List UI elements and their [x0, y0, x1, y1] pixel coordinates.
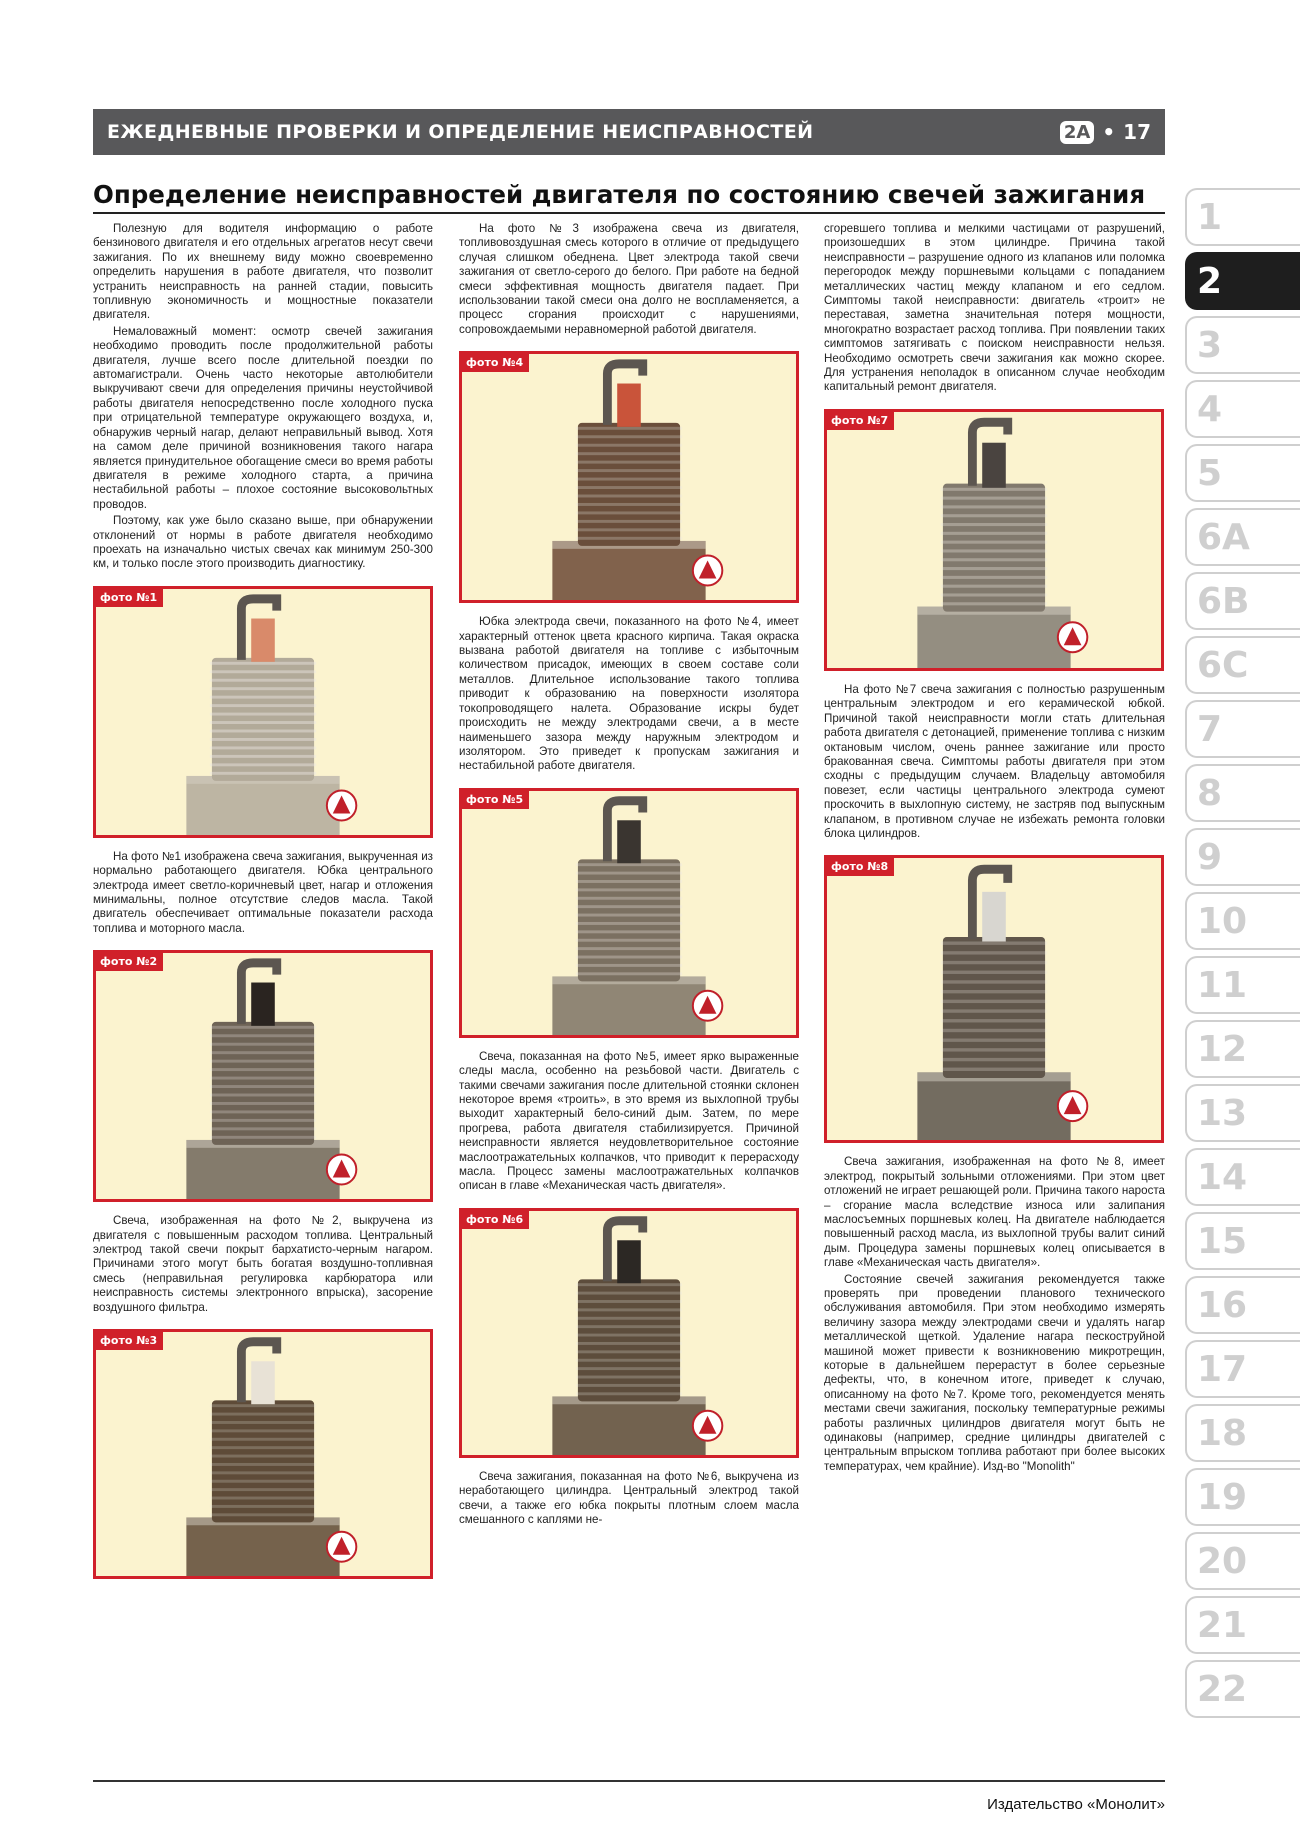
- paragraph: Юбка электрода свечи, показанного на фото №4, имеет характерный оттенок цвета красного кирпича. Такая окраска вызвана работой двигателя на топливе с избыточным количеством присадок, имеющих в своем составе соли металлов. Длительное использование такого топлива приводит к образованию на поверхности изолятора токопроводящего налета. Образование искры будет происходить не между электродами свечи, а в месте наименьшего зазора между наружным электродом и изолятором. Это приведет к пропускам зажигания и нестабильной работе двигателя.: [459, 615, 799, 773]
- photo-label: фото №3: [96, 1332, 163, 1350]
- photo-label: фото №6: [462, 1211, 529, 1229]
- text-column-2: [459, 222, 799, 1529]
- spark-plug-icon: [96, 589, 430, 835]
- publisher-name: Издательство «Монолит»: [987, 1796, 1165, 1813]
- chapter-tab[interactable]: 13: [1185, 1084, 1300, 1142]
- chapter-tab[interactable]: 15: [1185, 1212, 1300, 1270]
- photo-8: [824, 855, 1164, 1143]
- photo-label: фото №4: [462, 354, 529, 372]
- paragraph: Поэтому, как уже было сказано выше, при обнаружении отклонений от нормы в работе двигателя необходимо проехать на изначально чистых свечах как минимум 250-300 км, и только после этого производить диагностику.: [93, 514, 433, 571]
- photo-label: фото №2: [96, 953, 163, 971]
- spark-plug-icon: [462, 354, 796, 600]
- photo-4: [459, 351, 799, 603]
- paragraph: На фото №7 свеча зажигания с полностью разрушенным центральным электродом и его керамической юбкой. Причиной такой неисправности могли стать длительная работа двигателя с детонацией, применение топлива с низким октановым числом, очень раннее зажигание или просто бракованная свеча. Симптомы работы двигателя при этом сходны с предыдущим случаем. Владельцу автомобиля повезет, если частицы центрального электрода сумеют проскочить в выхлопную систему, не застряв под выпускным клапаном, в противном случае не избежать ремонта головки блока цилиндров.: [824, 682, 1165, 840]
- chapter-tab[interactable]: 11: [1185, 956, 1300, 1014]
- photo-label: фото №5: [462, 791, 529, 809]
- chapter-tab[interactable]: 8: [1185, 764, 1300, 822]
- chapter-tab[interactable]: 5: [1185, 444, 1300, 502]
- photo-1: [93, 586, 433, 838]
- chapter-tab[interactable]: 2: [1185, 252, 1300, 310]
- paragraph: сгоревшего топлива и мелкими частицами от разрушений, произошедших в этом цилиндре. Причина такой неисправности – разрушение одного из клапанов или поломка перегородок между поршневыми кольцами с попаданием металлических частиц между клапаном и его седлом. Симптомы такой неисправности: двигатель «троит» не переставая, заметна значительная потеря мощности, многократно возрастает расход топлива. При появлении таких симптомов затягивать с поиском неисправности нельзя. Необходимо осмотреть свечи зажигания как можно скорее. Для устранения неполадок в описанном случае необходим капитальный ремонт двигателя.: [824, 222, 1165, 394]
- chapter-tab[interactable]: 10: [1185, 892, 1300, 950]
- chapter-tabs: [1185, 188, 1300, 1724]
- text-column-3: [824, 222, 1165, 1476]
- chapter-tab[interactable]: 22: [1185, 1660, 1300, 1718]
- spark-plug-icon: [96, 953, 430, 1199]
- chapter-tab[interactable]: 6B: [1185, 572, 1300, 630]
- chapter-tab[interactable]: 14: [1185, 1148, 1300, 1206]
- chapter-tab[interactable]: 7: [1185, 700, 1300, 758]
- paragraph: На фото №3 изображена свеча из двигателя, топливовоздушная смесь которого в отличие от предыдущего случая слишком обеднена. Цвет электрода такой свечи зажигания от светло-серого до белого. При работе на бедной смеси эффективная мощность двигателя падает. При использовании такой смеси она долго не воспламеняется, а процесс сгорания происходит с нарушениями, сопровождаемыми неравномерной работой двигателя.: [459, 222, 799, 336]
- spark-plug-icon: [462, 1211, 796, 1455]
- paragraph: Свеча, показанная на фото №5, имеет ярко выраженные следы масла, особенно на резьбовой части. Двигатель с такими свечами зажигания после длительной стоянки склонен некоторое время «троить», в это время из выхлопной трубы выходит характерный бело-синий дым. Затем, по мере прогрева, работа двигателя стабилизируется. Причиной неисправности является неудовлетворительное состояние маслоотражательных колпачков, что приводит к перерасходу масла. Процесс замены маслоотражательных колпачков описан в главе «Механическая часть двигателя».: [459, 1049, 799, 1193]
- chapter-tab[interactable]: 1: [1185, 188, 1300, 246]
- chapter-tab[interactable]: 12: [1185, 1020, 1300, 1078]
- title-underline: [93, 212, 1165, 214]
- photo-7: [824, 409, 1164, 671]
- photo-label: фото №8: [827, 858, 894, 876]
- paragraph: Свеча зажигания, показанная на фото №6, выкручена из неработающего цилиндра. Центральный электрод такой свечи, а также его юбка покрыты плотным слоем масла смешанного с каплями не-: [459, 1469, 799, 1526]
- chapter-tab[interactable]: 18: [1185, 1404, 1300, 1462]
- paragraph: Немаловажный момент: осмотр свечей зажигания необходимо проводить после продолжительной работы двигателя, лучше всего после длительной поездки по автомагистрали. Очень часто некоторые автолюбители выкручивают свечи для определения причины неустойчивой работы двигателя непосредственно после холодного пуска при отрицательной температуре окружающего воздуха, и, обнаружив черный нагар, делают неправильный вывод. Хотя на самом деле причиной возникновения такого нагара является принудительное обогащение смеси во время работы двигателя в режиме холодного старта, а причина нестабильной работы – плохое состояние высоковольтных проводов.: [93, 324, 433, 511]
- spark-plug-icon: [462, 791, 796, 1035]
- footer-rule: [93, 1780, 1165, 1782]
- page-number: 17: [1123, 120, 1151, 144]
- chapter-tab[interactable]: 16: [1185, 1276, 1300, 1334]
- photo-label: фото №7: [827, 412, 894, 430]
- photo-2: [93, 950, 433, 1202]
- page-number-block: [1060, 120, 1151, 144]
- paragraph: На фото №1 изображена свеча зажигания, выкрученная из нормально работающего двигателя. Юбка центрального электрода имеет светло-коричневый цвет, нагар и отложения минимальны, полное отсутствие следов масла. Такой двигатель обеспечивает оптимальные показатели расхода топлива и моторного масла.: [93, 849, 433, 935]
- photo-5: [459, 788, 799, 1038]
- text-column-1: [93, 222, 433, 1591]
- paragraph: Свеча, изображенная на фото №2, выкручена из двигателя с повышенным расходом топлива. Центральный электрод такой свечи покрыт бархатисто-черным нагаром. Причинами этого могут быть богатая воздушно-топливная смесь (неправильная регулировка карбюратора или неисправность системы электронного впрыска), засорение воздушного фильтра.: [93, 1214, 433, 1314]
- spark-plug-icon: [827, 412, 1161, 668]
- spark-plug-icon: [827, 858, 1161, 1140]
- section-header-bar: [93, 109, 1165, 155]
- photo-3: [93, 1329, 433, 1579]
- chapter-tab[interactable]: 9: [1185, 828, 1300, 886]
- photo-label: фото №1: [96, 589, 163, 607]
- chapter-tab[interactable]: 20: [1185, 1532, 1300, 1590]
- paragraph: Полезную для водителя информацию о работе бензинового двигателя и его отдельных агрегатов несут свечи зажигания. По их внешнему виду можно своевременно определить нарушения в работе двигателя, что позволит устранить неисправность на ранней стадии, повысить топливную экономичность и мощностные показатели двигателя.: [93, 222, 433, 322]
- chapter-tab[interactable]: 21: [1185, 1596, 1300, 1654]
- chapter-tab[interactable]: 3: [1185, 316, 1300, 374]
- chapter-tab[interactable]: 4: [1185, 380, 1300, 438]
- page-separator: •: [1102, 120, 1116, 144]
- chapter-tab[interactable]: 6A: [1185, 508, 1300, 566]
- section-title: ЕЖЕДНЕВНЫЕ ПРОВЕРКИ И ОПРЕДЕЛЕНИЕ НЕИСПРАВНОСТЕЙ: [107, 121, 814, 143]
- paragraph: Свеча зажигания, изображенная на фото №8, имеет электрод, покрытый зольными отложениями. При этом цвет отложений не играет решающей роли. Причина такого нароста – сгорание масла вследствие износа или залипания маслосъемных поршневых колец. На двигателе наблюдается повышенный расход масла, из выхлопной трубы валит синий дым. Процедура замены поршневых колец описывается в главе «Механическая часть двигателя».: [824, 1155, 1165, 1270]
- paragraph: Состояние свечей зажигания рекомендуется также проверять при проведении планового технического обслуживания автомобиля. При этом необходимо измерять величину зазора между электродами свечи и удалять нагар металлической щеткой. Удаление нагара пескоструйной машиной может привести к возникновению микротрещин, которые в дальнейшем перерастут в более серьезные дефекты, что, в конечном итоге, приведет к случаю, описанному на фото №7. Кроме того, рекомендуется менять местами свечи зажигания, поскольку температурные режимы работы различных цилиндров двигателя могут быть не одинаковы (например, средние цилиндры двигателей с центральным впрыском топлива работают при более высоких температурах, чем крайние). Изд-во "Monolith": [824, 1272, 1165, 1473]
- chapter-tab[interactable]: 6C: [1185, 636, 1300, 694]
- chapter-tab[interactable]: 19: [1185, 1468, 1300, 1526]
- photo-6: [459, 1208, 799, 1458]
- spark-plug-icon: [96, 1332, 430, 1576]
- chapter-badge: 2А: [1060, 121, 1094, 144]
- chapter-tab[interactable]: 17: [1185, 1340, 1300, 1398]
- article-title: Определение неисправностей двигателя по состоянию свечей зажигания: [93, 180, 1146, 209]
